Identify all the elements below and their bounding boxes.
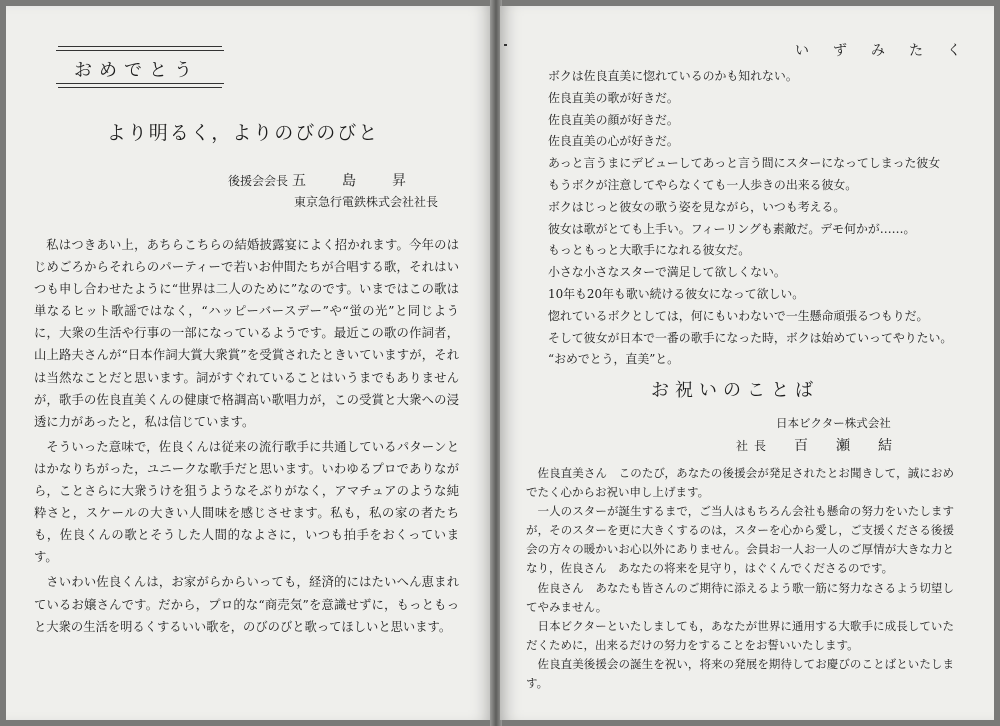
poem-body (548, 66, 968, 371)
article-body (34, 234, 459, 641)
poem-line: ボクは佐良直美に惚れているのかも知れない。 (548, 69, 798, 83)
paragraph: 日本ビクターといたしましても，あなたが世界に通用する大歌手に成長していただくために，出来るだけの努力をすることをお誓いいたします。 (526, 618, 954, 652)
paragraph: そういった意味で，佐良くんは従来の流行歌手に共通しているパターンとはかなりちがった，ユニークな歌手だと思います。いわゆるプロでありながら，ことさらに大衆うけを狙うようなそぶりがなく，アマチュアのような純粋さと，スケールの大きい人間味を感じさせます。私も，私の家の者たちも，佐良くんの歌とそうした人間的なよさに，いつも拍手をおくっています。 (34, 439, 459, 565)
author-role: 後援会会長 (228, 174, 289, 188)
poem-line: 小さな小さなスターで満足して欲しくない。 (548, 265, 786, 280)
president-role: 社長 (736, 439, 773, 453)
author-header: いずみたく (795, 43, 985, 59)
paragraph: 一人のスターが誕生するまで，ご当人はもちろん会社も懸命の努力をいたしますが，そのスターを更に大きくするのは，スターを心から愛し，ご支援くださる後援会の方々の暖かいお心以外にありません。会員お一人お一人のご厚情が大きな力となり，佐良さん あなたの将来を見守り，はぐくんでくださるのです。 (526, 504, 954, 576)
congratulations-body (526, 464, 954, 693)
poem-line: あっと言うまにデビューしてあっと言う間にスターになってしまった彼女 (548, 156, 941, 171)
poem-line: “おめでとう，直美”と。 (548, 352, 680, 367)
poem-line: 10年も20年も歌い続ける彼女になって欲しい。 (548, 286, 805, 301)
paragraph: さいわい佐良くんは，お家がらからいっても，経済的にはたいへん恵まれているお嬢さんです。だから，プロ的な“商売気”を意識せずに，もっともっと大衆の生活を明るくするいい歌を，のびのびと歌ってほしいと思います。 (34, 575, 459, 634)
section-heading-box (58, 46, 222, 88)
poem-line: 佐良直美の心が好きだ。 (548, 134, 679, 149)
poem-line: もうボクが注意してやらなくても一人歩きの出来る彼女。 (548, 177, 858, 192)
congratulations-title: お祝いのことば (651, 380, 819, 401)
section-heading: おめでとう (74, 60, 199, 81)
president-name: 百瀬結 (794, 438, 920, 454)
company-name: 日本ビクター株式会社 (776, 416, 891, 430)
print-mark (504, 44, 507, 46)
paragraph: 佐良直美後援会の誕生を祝い，将来の発展を期待してお慶びのことばといたします。 (526, 656, 954, 691)
paragraph: 私はつきあい上，あちらこちらの結婚披露宴によく招かれます。今年のはじめごろからそれらのパーティーで若いお仲間たちが合唱する歌，それはいつも申し合わせたように“世界は二人のために”なのです。いまではこの歌は単なるヒット歌謡ではなく，“ハッピーバースデー”や“蛍の光”と同じように，大衆の生活や行事の一部になっているようです。最近この歌の作詞者，山上路夫さんが“日本作詞大賞大衆賞”を受賞されたときいていますが，それは当然なことだと思います。詞がすぐれていることはいうまでもありませんが，歌手の佐良直美くんの健康で格調高い歌唱力が，この受賞と大衆への浸透に力があったと，私は信じています。 (34, 238, 459, 429)
paragraph: 佐良さん あなたも皆さんのご期待に添えるよう歌一筋に努力なさるよう切望してやみません。 (526, 580, 954, 614)
poem-line: 佐良直美の顔が好きだ。 (548, 112, 679, 127)
poem-line: 彼女は歌がとても上手い。フィーリングも素敵だ。デモ何かが……。 (548, 221, 916, 236)
paragraph: 佐良直美さん このたび，あなたの後援会が発足されたとお聞きして，誠におめでたく心からお祝い申し上げます。 (526, 466, 954, 500)
poem-line: 惚れているボクとしては，何にもいわないで一生懸命頑張るつもりだ。 (548, 308, 929, 323)
poem-line: もっともっと大歌手になれる彼女だ。 (548, 243, 751, 258)
poem-line: そして彼女が日本で一番の歌手になった時，ボクは始めていってやりたい。 (548, 330, 953, 345)
author-name: 五島昇 (292, 173, 442, 189)
article-title: より明るく，よりのびのびと (106, 122, 380, 144)
poem-line: ボクはじっと彼女の歌う姿を見ながら，いつも考える。 (548, 199, 846, 214)
author-company: 東京急行電鉄株式会社社長 (294, 195, 439, 209)
poem-line: 佐良直美の歌が好きだ。 (548, 90, 679, 105)
